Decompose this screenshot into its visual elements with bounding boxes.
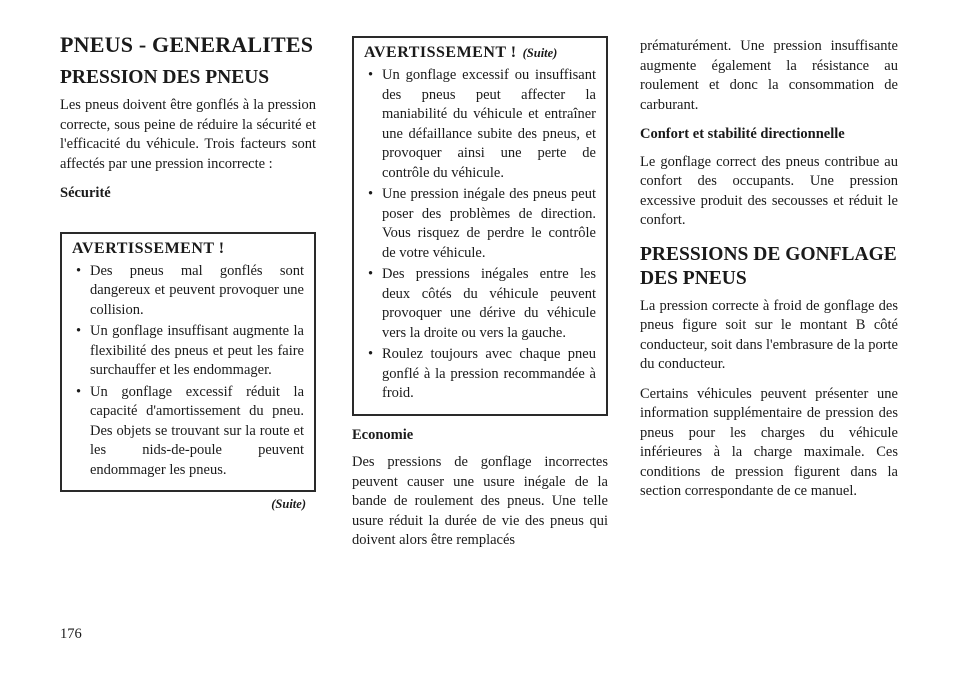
warning-list — [72, 262, 304, 481]
warning-item: • Une pression inégale des pneus peut poser des problèmes de direction. Vous risquez de perdre le contrôle de votre véhicule. — [364, 185, 596, 263]
section-title-line: DES PNEUS — [640, 267, 747, 289]
section-title-pression: PRESSION DES PNEUS — [60, 67, 270, 88]
warning-title-text: AVERTISSEMENT ! — [364, 44, 517, 61]
warning-item: • Des pressions inégales entre les deux côtés du véhicule peuvent provoquer une dérive du véhicule vers la droite ou vers la gauche. — [364, 265, 596, 343]
confort-paragraph: Le gonflage correct des pneus contribue au confort des occupants. Une pression excessive produit des secousses et réduit le confort. — [640, 153, 898, 228]
warning-item: • Roulez toujours avec chaque pneu gonflé à la pression recommandée à froid. — [364, 345, 596, 404]
column-left — [60, 0, 316, 512]
warning-item: • Des pneus mal gonflés sont dangereux et peuvent provoquer une collision. — [72, 262, 304, 321]
continued-paragraph: prématurément. Une pression insuffisante augmente également la résistance au roulement et donc la consommation de carburant. — [640, 38, 898, 113]
economie-paragraph: Des pressions de gonflage incorrectes peuvent causer une usure inégale de la bande de roulement des pneus. Une telle usure réduit la durée de vie des pneus qui doivent alors être remplacés — [352, 454, 608, 548]
warning-box-2 — [352, 36, 608, 416]
warning-item: • Un gonflage insuffisant augmente la flexibilité des pneus et peut les faire surchauffer et les endommager. — [72, 322, 304, 381]
gonflage-paragraph-1: La pression correcte à froid de gonflage des pneus figure soit sur le montant B côté conducteur, soit dans l'embrasure de la porte du conducteur. — [640, 297, 898, 372]
warning-item: • Un gonflage excessif réduit la capacité d'amortissement du pneu. Des objets se trouvant sur la route et les nids-de-poule peuvent endommager les pneus. — [72, 383, 304, 481]
suite-marker: (Suite) — [271, 497, 306, 511]
section-title-gonflage — [640, 243, 898, 291]
warning-title-continued — [364, 44, 596, 62]
column-middle — [352, 0, 608, 561]
page-title: PNEUS - GENERALITES — [60, 32, 314, 57]
warning-list — [364, 66, 596, 404]
warning-item: • Un gonflage excessif ou insuffisant des pneus peut affecter la maniabilité du véhicule et entraîner une défaillance subite des pneus, et provoquer ainsi une perte de contrôle du véhicule. — [364, 66, 596, 183]
label-economie: Economie — [352, 426, 414, 443]
label-confort: Confort et stabilité directionnelle — [640, 126, 845, 142]
warning-title: AVERTISSEMENT ! — [72, 239, 225, 257]
intro-paragraph: Les pneus doivent être gonflés à la pression correcte, sous peine de réduire la sécurité et l'efficacité du véhicule. Trois facteurs sont affectés par une pression incorrecte : — [60, 97, 316, 172]
gonflage-paragraph-2: Certains véhicules peuvent présenter une information supplémentaire de pression des pneus pour les charges du véhicule inférieures à la charge maximale. Ces conditions de pression figurent dans la section correspondante de ce manuel. — [640, 385, 898, 499]
warning-suite-marker: (Suite) — [522, 46, 558, 60]
section-title-line: PRESSIONS DE GONFLAGE — [640, 243, 897, 265]
label-securite: Sécurité — [60, 185, 111, 201]
page-number: 176 — [60, 626, 82, 642]
warning-box-1 — [60, 232, 316, 493]
column-right — [640, 0, 898, 512]
